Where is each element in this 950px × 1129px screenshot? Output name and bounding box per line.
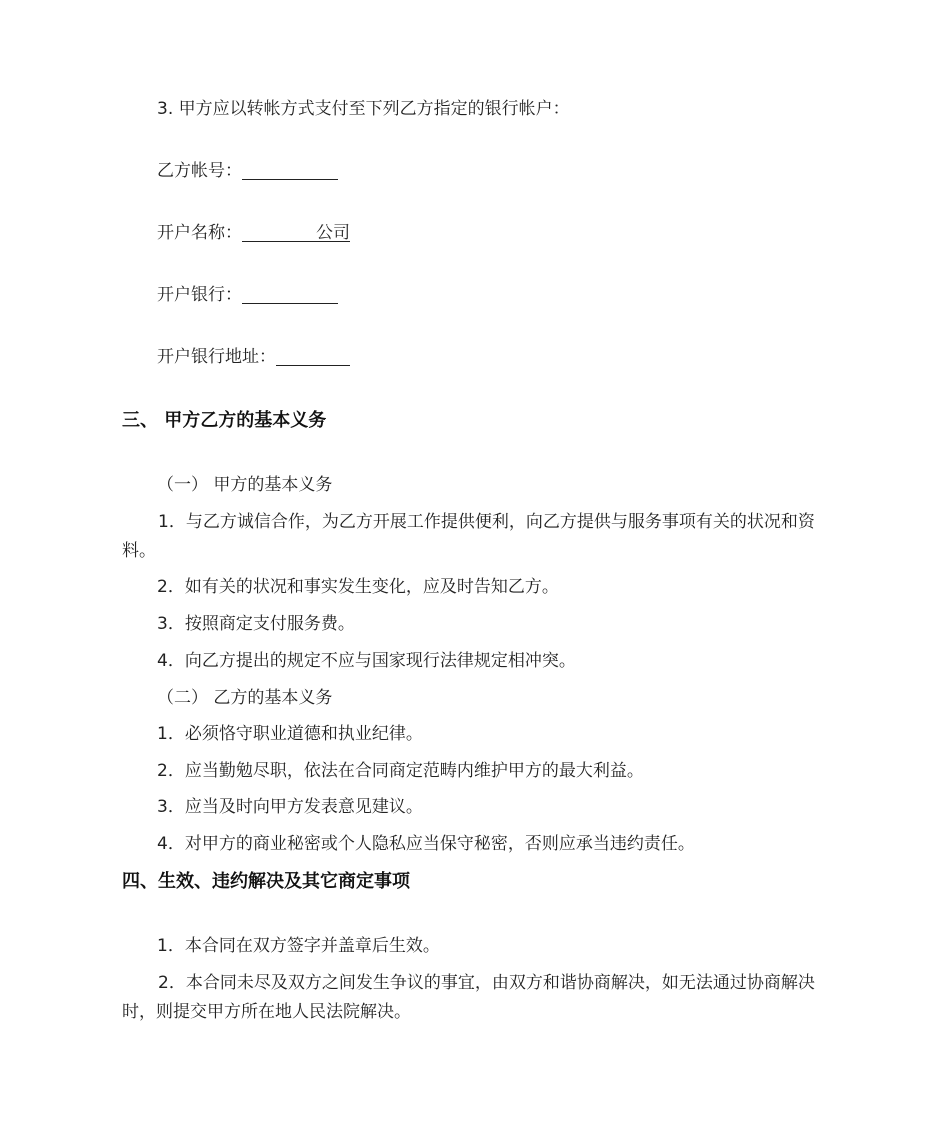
- party-b-item-1: 1．必须恪守职业道德和执业纪律。: [157, 724, 423, 744]
- account-name-blank: [242, 221, 316, 242]
- account-name-suffix: 公司: [316, 223, 350, 243]
- section-4-title: 四、生效、违约解决及其它商定事项: [122, 871, 410, 892]
- party-a-item-1: 1．与乙方诚信合作，为乙方开展工作提供便利，向乙方提供与服务事项有关的状况和资料。: [122, 512, 815, 561]
- party-a-item-4: 4．向乙方提出的规定不应与国家现行法律规定相冲突。: [157, 651, 576, 671]
- bank-address-row: [157, 343, 350, 371]
- party-a-heading: （一） 甲方的基本义务: [157, 475, 333, 495]
- party-b-item-2: 2．应当勤勉尽职，依法在合同商定范畴内维护甲方的最大利益。: [157, 761, 644, 781]
- account-number-label: 乙方帐号：: [157, 161, 242, 181]
- account-number-blank: [242, 159, 338, 180]
- section-4-item-1: 1．本合同在双方签字并盖章后生效。: [157, 936, 440, 956]
- account-name-row: [157, 219, 350, 247]
- bank-address-label: 开户银行地址：: [157, 347, 276, 367]
- bank-blank: [242, 283, 338, 304]
- party-a-item-2: 2．如有关的状况和事实发生变化，应及时告知乙方。: [157, 577, 559, 597]
- bank-address-blank: [276, 345, 350, 366]
- party-b-item-4: 4．对甲方的商业秘密或个人隐私应当保守秘密，否则应承当违约责任。: [157, 834, 695, 854]
- section-3-title: 三、 甲方乙方的基本义务: [122, 410, 327, 431]
- party-b-heading: （二） 乙方的基本义务: [157, 688, 333, 708]
- bank-row: [157, 281, 338, 309]
- party-a-item-3: 3．按照商定支付服务费。: [157, 614, 355, 634]
- account-number-row: [157, 157, 338, 185]
- bank-label: 开户银行：: [157, 285, 242, 305]
- party-b-item-3: 3．应当及时向甲方发表意见建议。: [157, 797, 423, 817]
- payment-item-3: 3. 甲方应以转帐方式支付至下列乙方指定的银行帐户：: [157, 99, 570, 119]
- account-name-label: 开户名称：: [157, 223, 242, 243]
- section-4-item-2: 2．本合同未尽及双方之间发生争议的事宜，由双方和谐协商解决，如无法通过协商解决时，则提交甲方所在地人民法院解决。: [122, 973, 815, 1022]
